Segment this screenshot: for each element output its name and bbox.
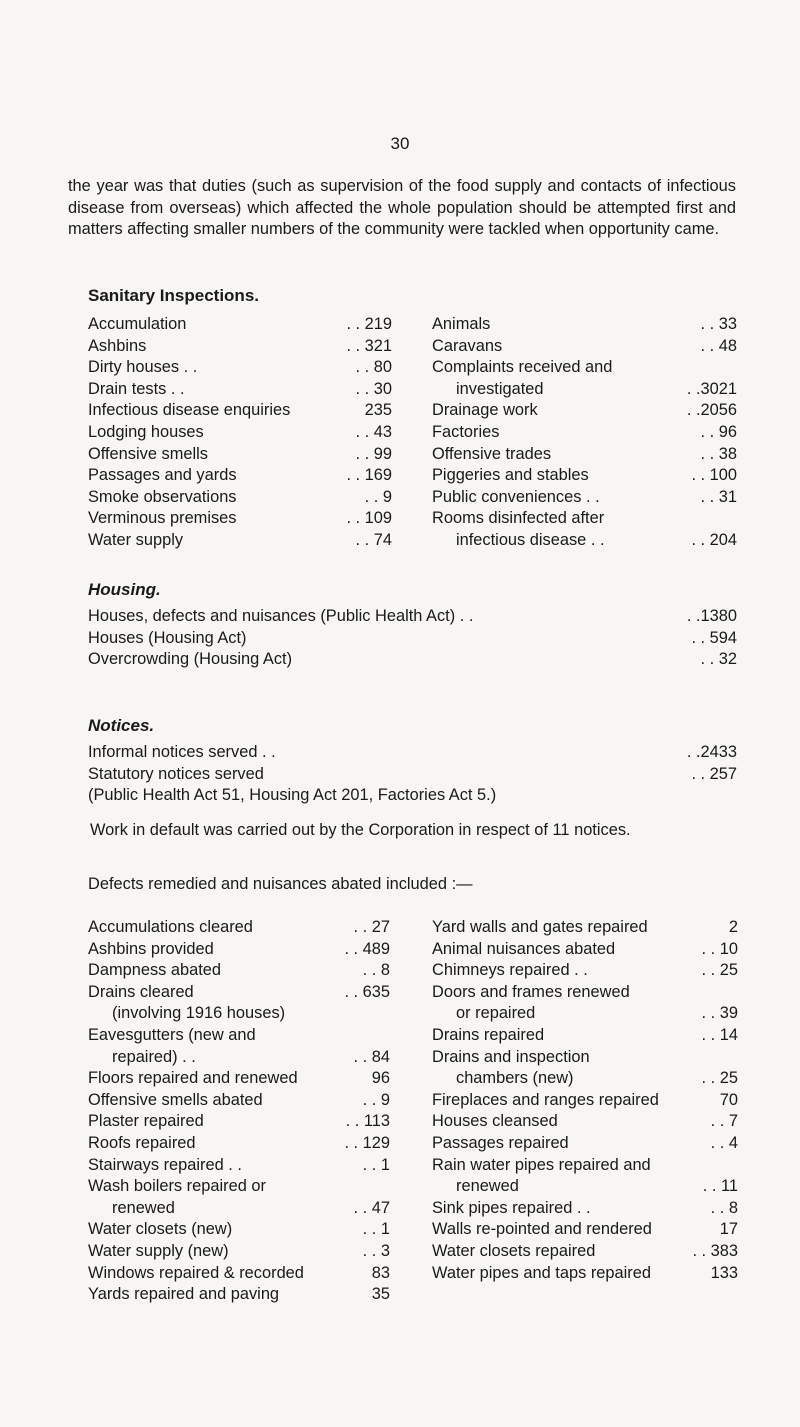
item-label: Statutory notices served	[88, 764, 264, 783]
item-value: . . 219	[346, 315, 392, 333]
list-item	[88, 982, 390, 1004]
item-label: Floors repaired and renewed	[88, 1069, 298, 1088]
item-value: 235	[364, 401, 392, 420]
item-label: Fireplaces and ranges repaired	[432, 1090, 659, 1109]
item-label: Complaints received and	[432, 358, 613, 377]
item-value: . . 9	[364, 487, 392, 506]
item-value: . . 39	[701, 1004, 738, 1023]
list-item	[432, 1068, 738, 1090]
item-label: renewed	[112, 1198, 175, 1217]
page-number: 30	[390, 134, 410, 153]
item-value: . . 635	[344, 982, 390, 1001]
item-label: Verminous premises	[88, 509, 237, 528]
item-value: . . 30	[355, 379, 392, 398]
list-item	[88, 357, 392, 379]
item-label: Drainage work	[432, 401, 538, 420]
item-label: Roofs repaired	[88, 1133, 196, 1152]
list-item	[88, 917, 390, 939]
item-label: Ashbins	[88, 336, 147, 355]
item-value: . . 25	[701, 961, 738, 980]
list-item	[432, 1090, 738, 1112]
list-item	[88, 1263, 390, 1285]
item-value: 70	[719, 1090, 738, 1109]
item-label: renewed	[456, 1177, 519, 1196]
item-label: Houses, defects and nuisances (Public Health Act) . .	[88, 607, 474, 625]
list-item	[432, 960, 738, 982]
item-value: . . 4	[710, 1133, 738, 1152]
item-label: Smoke observations	[88, 487, 237, 506]
item-value: . . 3	[362, 1241, 390, 1260]
list-item	[88, 1155, 390, 1177]
item-label: Animal nuisances abated	[432, 939, 616, 958]
defects-intro: Defects remedied and nuisances abated included :—	[88, 875, 473, 893]
list-item	[432, 1155, 738, 1177]
item-label: Factories	[432, 422, 500, 441]
list-item	[88, 1219, 390, 1241]
item-value: . . 8	[710, 1198, 738, 1217]
item-value: . . 99	[355, 444, 392, 463]
sanitary-left-column	[88, 314, 392, 552]
list-item	[88, 1047, 390, 1069]
notices-heading: Notices.	[88, 716, 155, 735]
item-value: 83	[371, 1263, 390, 1282]
list-item	[88, 1284, 390, 1306]
list-item	[88, 1003, 390, 1025]
item-label: Accumulations cleared	[88, 918, 253, 936]
list-item	[432, 1133, 738, 1155]
defects-left-column	[88, 917, 390, 1306]
item-label: Passages and yards	[88, 466, 237, 485]
list-item	[88, 606, 737, 628]
item-value: . . 109	[346, 509, 392, 528]
item-value: . . 100	[691, 466, 737, 485]
item-value: . . 31	[700, 487, 737, 506]
list-item	[432, 379, 737, 401]
notices-list	[88, 742, 737, 785]
item-label: repaired) . .	[112, 1047, 196, 1066]
item-value: . . 321	[346, 336, 392, 355]
item-value: . . 43	[355, 422, 392, 441]
list-item	[88, 530, 392, 552]
item-value: . . 74	[355, 530, 392, 549]
list-item	[432, 1198, 738, 1220]
list-item	[432, 1241, 738, 1263]
item-label: Drain tests . .	[88, 379, 185, 398]
item-label: or repaired	[456, 1004, 536, 1023]
list-item	[88, 379, 392, 401]
item-value: . . 1	[362, 1155, 390, 1174]
item-value: . .2433	[686, 743, 737, 761]
item-value: . . 11	[702, 1177, 738, 1196]
item-label: Sink pipes repaired . .	[432, 1198, 591, 1217]
item-label: Ashbins provided	[88, 939, 214, 958]
list-item	[88, 400, 392, 422]
item-label: Walls re-pointed and rendered	[432, 1220, 652, 1239]
item-value: . . 33	[700, 315, 737, 333]
list-item	[432, 444, 737, 466]
item-label: Rooms disinfected after	[432, 509, 605, 528]
list-item	[432, 939, 738, 961]
list-item	[432, 465, 737, 487]
item-value: . . 257	[691, 764, 737, 783]
list-item	[432, 530, 737, 552]
item-label: Windows repaired & recorded	[88, 1263, 304, 1282]
item-label: Houses cleansed	[432, 1112, 558, 1131]
list-item	[88, 1068, 390, 1090]
list-item	[88, 649, 737, 671]
item-label: Water pipes and taps repaired	[432, 1263, 651, 1282]
item-value: . . 47	[353, 1198, 390, 1217]
housing-list	[88, 606, 737, 671]
list-item	[88, 764, 737, 786]
list-item	[88, 1111, 390, 1133]
item-label: Water closets repaired	[432, 1241, 596, 1260]
list-item	[88, 487, 392, 509]
item-value: . . 25	[701, 1069, 738, 1088]
item-label: Dampness abated	[88, 961, 222, 980]
item-value: . . 1	[362, 1220, 390, 1239]
item-label: Water supply (new)	[88, 1241, 229, 1260]
default-work-paragraph: Work in default was carried out by the Corporation in respect of 11 notices.	[90, 821, 631, 839]
item-value: 35	[371, 1285, 390, 1304]
item-value: . .1380	[686, 607, 737, 625]
list-item	[88, 336, 392, 358]
item-value: . . 96	[700, 422, 737, 441]
list-item	[88, 422, 392, 444]
sanitary-right-column	[432, 314, 737, 552]
item-label: chambers (new)	[456, 1069, 574, 1088]
item-value: . .3021	[686, 379, 737, 398]
item-value: . . 113	[345, 1112, 390, 1131]
item-value: . . 48	[700, 336, 737, 355]
list-item	[88, 742, 737, 764]
item-label: Chimneys repaired . .	[432, 961, 588, 980]
list-item	[88, 960, 390, 982]
list-item	[88, 939, 390, 961]
list-item	[432, 336, 737, 358]
item-value: . . 594	[691, 628, 737, 647]
item-label: Lodging houses	[88, 422, 204, 441]
item-label: Piggeries and stables	[432, 466, 589, 485]
list-item	[88, 1198, 390, 1220]
item-label: infectious disease . .	[456, 530, 605, 549]
item-label: Infectious disease enquiries	[88, 401, 291, 420]
item-value: . . 32	[700, 650, 737, 669]
item-label: Yards repaired and paving	[88, 1285, 280, 1304]
item-value: . . 7	[710, 1112, 738, 1131]
list-item	[88, 1090, 390, 1112]
list-item	[88, 465, 392, 487]
list-item	[432, 400, 737, 422]
list-item	[432, 487, 737, 509]
list-item	[432, 314, 737, 336]
item-value: . . 204	[691, 530, 737, 549]
item-label: Water supply	[88, 530, 184, 549]
item-value: . . 80	[355, 358, 392, 377]
item-value: . . 129	[344, 1133, 390, 1152]
item-value: . . 84	[353, 1047, 390, 1066]
item-value: . . 489	[344, 939, 390, 958]
list-item	[432, 1003, 738, 1025]
item-value: . . 10	[701, 939, 738, 958]
item-label: Overcrowding (Housing Act)	[88, 650, 293, 669]
list-item	[88, 1133, 390, 1155]
defects-right-column	[432, 917, 738, 1284]
list-item	[88, 444, 392, 466]
list-item	[88, 1176, 390, 1198]
item-label: Offensive smells abated	[88, 1090, 263, 1109]
list-item	[432, 1111, 738, 1133]
item-label: Doors and frames renewed	[432, 982, 630, 1001]
list-item	[432, 1176, 738, 1198]
item-label: Drains and inspection	[432, 1047, 590, 1066]
item-value: . . 169	[346, 466, 392, 485]
item-label: investigated	[456, 379, 544, 398]
item-label: Drains repaired	[432, 1025, 545, 1044]
item-label: Dirty houses . .	[88, 358, 198, 377]
item-label: Drains cleared	[88, 982, 194, 1001]
item-label: Public conveniences . .	[432, 487, 600, 506]
item-label: Stairways repaired . .	[88, 1155, 242, 1174]
list-item	[88, 1025, 390, 1047]
item-value: 2	[728, 918, 738, 936]
item-label: Rain water pipes repaired and	[432, 1155, 651, 1174]
item-label: Houses (Housing Act)	[88, 628, 247, 647]
item-label: Accumulation	[88, 315, 187, 333]
list-item	[88, 628, 737, 650]
item-label: Offensive smells	[88, 444, 208, 463]
item-value: . . 8	[362, 961, 390, 980]
list-item	[432, 357, 737, 379]
item-label: Plaster repaired	[88, 1112, 204, 1131]
item-label: Water closets (new)	[88, 1220, 233, 1239]
item-label: Offensive trades	[432, 444, 552, 463]
item-label: Eavesgutters (new and	[88, 1025, 256, 1044]
notices-footnote: (Public Health Act 51, Housing Act 201, Factories Act 5.)	[88, 786, 497, 804]
item-label: Informal notices served . .	[88, 743, 276, 761]
item-value: . .2056	[686, 401, 737, 420]
item-label: Animals	[432, 315, 491, 333]
list-item	[432, 1263, 738, 1285]
list-item	[88, 1241, 390, 1263]
item-value: . . 38	[700, 444, 737, 463]
intro-paragraph: the year was that duties (such as supervision of the food supply and contacts of infectious disease from overseas) which affected the whole population should be attempted first and matters affecting smaller numbers of the community were tackled when opportunity came.	[68, 177, 736, 238]
list-item	[432, 1219, 738, 1241]
item-value: . . 383	[692, 1241, 738, 1260]
list-item	[88, 508, 392, 530]
list-item	[432, 1025, 738, 1047]
item-label: Caravans	[432, 336, 503, 355]
item-label: Wash boilers repaired or	[88, 1177, 266, 1196]
item-value: . . 14	[701, 1025, 738, 1044]
list-item	[432, 508, 737, 530]
list-item	[88, 314, 392, 336]
item-value: . . 9	[362, 1090, 390, 1109]
list-item	[432, 982, 738, 1004]
item-label: Passages repaired	[432, 1133, 569, 1152]
item-value: . . 27	[353, 918, 390, 936]
item-label: Yard walls and gates repaired	[432, 918, 648, 936]
list-item	[432, 422, 737, 444]
item-label: (involving 1916 houses)	[112, 1004, 286, 1023]
housing-heading: Housing.	[88, 580, 161, 599]
list-item	[432, 917, 738, 939]
item-value: 133	[710, 1263, 738, 1282]
list-item	[432, 1047, 738, 1069]
item-value: 17	[719, 1220, 738, 1239]
item-value: 96	[371, 1069, 390, 1088]
sanitary-inspections-heading: Sanitary Inspections.	[88, 286, 259, 305]
